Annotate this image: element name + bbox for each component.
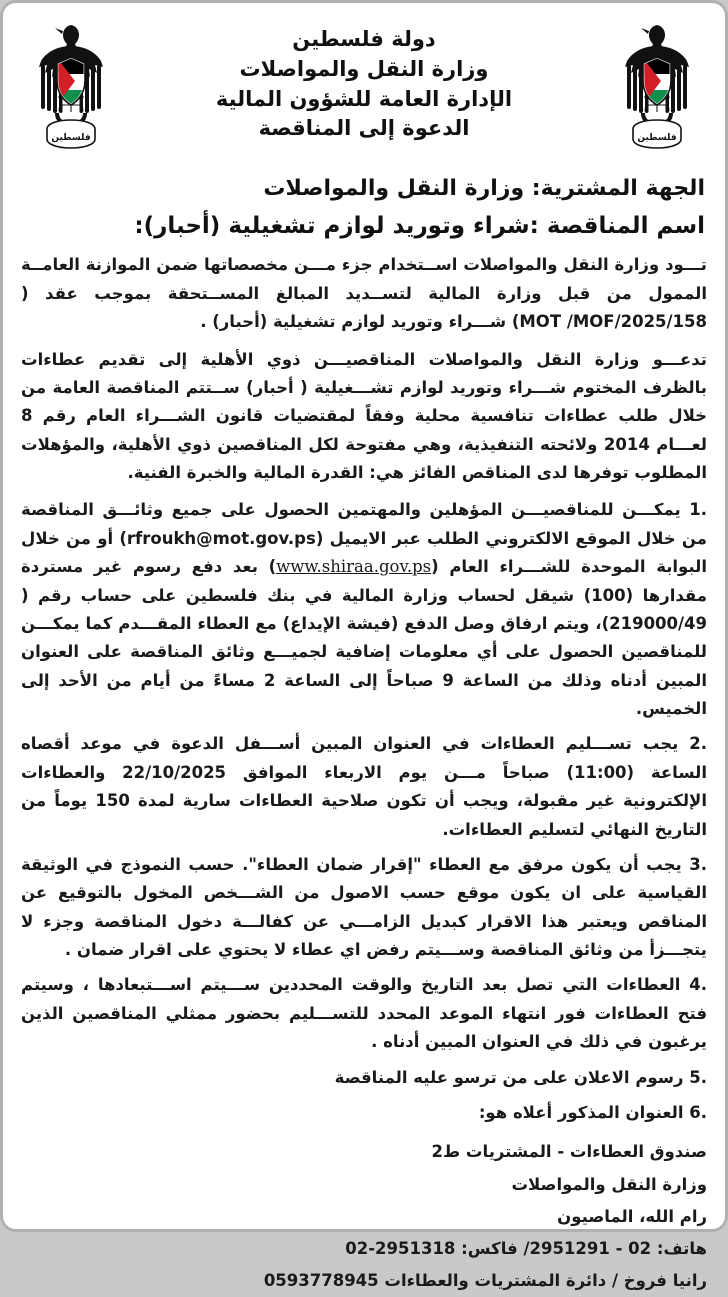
list-item-6-text: العنوان المذكور أعلاه هو:	[478, 1102, 684, 1122]
list-item-1-text-part5: )، ويتم ارفاق وصل الدفع (فيشة الإيداع) مع العطاء المقـــدم كما يمكـــن للمناقصين الحصول على أي معلومات إضافية لجميـــع وثائق المناقصة على العنوان المبين أدناه وذلك من الساعة 9 صباحاً إلى الساعة 2 مساءً من أيام من الأحد إلى الخميس.	[21, 613, 708, 719]
phone-label: هاتف:	[656, 1238, 707, 1258]
address-line-box: صندوق العطاءات - المشتريات ط2	[431, 1142, 707, 1162]
list-item-2-text-part1: يجب تســـليم العطاءات في العنوان المبين أســـفل الدعوة في موعد أقصاه الساعة (	[21, 734, 707, 782]
document-header	[19, 13, 709, 171]
address-block	[21, 1134, 707, 1297]
paragraph-funding	[21, 251, 707, 336]
header-line-ministry: وزارة النقل والمواصلات	[239, 56, 489, 81]
list-item-6-number: 6.	[689, 1102, 707, 1122]
svg-text:فلسطين: فلسطين	[637, 133, 677, 143]
phone-fax-line: هاتف: 2951291 - 02/ فاكس: 02-2951318	[21, 1233, 707, 1265]
bid-validity-days: 150	[95, 791, 130, 811]
list-item-5	[21, 1064, 707, 1092]
header-title-block	[117, 19, 611, 144]
list-item-5-number: 5.	[689, 1067, 707, 1087]
list-item-1-text-part4: ) شيقل لحساب وزارة المالية في بنك فلسطين على حساب رقم (	[21, 585, 592, 605]
palestine-eagle-emblem-right	[611, 19, 703, 159]
submission-deadline-time: 11:00	[574, 762, 627, 782]
palestine-eagle-emblem-left	[25, 19, 117, 159]
list-item-6	[21, 1099, 707, 1127]
list-item-2-number: 2.	[689, 734, 707, 754]
list-item-3	[21, 851, 707, 965]
header-line-department: الإدارة العامة للشؤون المالية	[215, 86, 513, 111]
phone-number: 2951291 - 02	[529, 1238, 652, 1258]
list-item-5-text: رسوم الاعلان على من ترسو عليه المناقصة	[334, 1067, 684, 1087]
list-item-1-number: 1.	[689, 500, 707, 520]
address-line-ministry: وزارة النقل والمواصلات	[511, 1174, 707, 1194]
bank-account-number: 219000/49	[609, 613, 707, 633]
conditions-list	[21, 496, 707, 1127]
submission-deadline-date: 22/10/2025	[122, 762, 227, 782]
contact-person-line: رانيا فروخ / دائرة المشتريات والعطاءات 0593778945	[263, 1271, 707, 1291]
tender-title-block	[19, 171, 709, 241]
paragraph-invitation: تدعـــو وزارة النقل والمواصلات المناقصيـــن ذوي الأهلية إلى تقديم عطاءات بالظرف المختوم شـــراء وتوريد لوازم تشـــغيلية ( أحبار) ســتتم المناقصة العامة من خلال طلب عطاءات تنافسية محلية وفقاً لمقتضيات قانون الشـــراء العام رقم 8 لعـــام 2014 ولائحته التنفيذية، وهي مفتوحة لكل المناقصين ذوي الأهلية، والمؤهلات المطلوب توفرها لدى المناقص الفائز هي: القدرة المالية والخبرة الفنية.	[21, 349, 707, 483]
list-item-2-text-part3: والعطاءات الإلكترونية غير مقبولة، ويجب أن تكون صلاحية العطاءات سارية لمدة	[21, 762, 707, 811]
document-fee-amount: 100	[591, 585, 626, 605]
list-item-3-text: يجب أن يكون مرفق مع العطاء "إقرار ضمان العطاء". حسب النموذج في الوثيقة القياسية على ان يكون موقع حسب الاصول من الشـــخص المخول بالتوقيع عن المناقص ويعتبر هذا الاقرار كبديل الزامـــي عن كفالـــة دخول المناقصة وجزء لا يتجـــزأ من وثائق المناقصة وســـيتم رفض اي عطاء لا يحتوي على اقرار ضمان .	[21, 854, 707, 960]
purchasing-entity-line: الجهة المشترية: وزارة النقل والمواصلات	[263, 176, 705, 201]
address-line-city: رام الله، الماصيون	[557, 1206, 707, 1226]
paragraph-funding-part2: ) شـــراء وتوريد لوازم تشغيلية (أحبار) .	[200, 312, 520, 332]
tender-name-line: اسم المناقصة :شراء وتوريد لوازم تشغيلية (أحبار):	[134, 212, 705, 239]
list-item-4	[21, 971, 707, 1056]
list-item-1-text-part2: ) أو من خلال البوابة الموحدة للشـــراء العام (	[21, 528, 707, 577]
procurement-portal-link[interactable]: www.shiraa.gov.ps	[276, 557, 432, 577]
fax-number: 02-2951318	[345, 1238, 456, 1258]
contact-email: rfroukh@mot.gov.ps	[126, 528, 316, 548]
list-item-4-text: العطاءات التي تصل بعد التاريخ والوقت المحددين ســـيتم اســـتبعادها ، وسيتم فتح العطاءات فور انتهاء الموعد المحدد للتســـليم بحضور ممثلي المناقصين الذين يرغبون في ذلك في العنوان المبين أدناه .	[21, 975, 707, 1052]
list-item-4-number: 4.	[689, 975, 707, 995]
list-item-1	[21, 496, 707, 723]
list-item-1-text-part1: يمكـــن للمناقصيـــن المؤهلين والمهتمين الحصول على جميع وثائـــق المناقصة من خلال الموقع الالكتروني الطلب عبر الايميل (	[21, 500, 707, 548]
list-item-2	[21, 730, 707, 844]
fax-label: فاكس:	[461, 1238, 518, 1258]
header-line-state: دولة فلسطين	[292, 27, 436, 51]
list-item-3-number: 3.	[689, 854, 707, 874]
paragraph-funding-part1: تـــود وزارة النقل والمواصلات اســتخدام جزء مـــن مخصصاتها ضمن الموازنة العامــة الممول من قبل وزارة المالية لتســديد المبالغ المســتحقة بموجب عقد (	[21, 255, 707, 303]
list-item-2-text-part2: ) صباحاً مـــن يوم الاربعاء الموافق	[226, 762, 575, 782]
list-item-1-text-part3: ) بعد دفع رسوم غير مستردة مقدارها (	[21, 557, 707, 605]
contract-number: MOT /MOF/2025/158	[519, 312, 707, 332]
header-line-invitation: الدعوة إلى المناقصة	[258, 116, 470, 141]
svg-text:فلسطين: فلسطين	[51, 133, 91, 143]
document-body	[19, 251, 709, 1297]
list-item-2-text-part4: يوماً من التاريخ النهائي لتسليم العطاءات.	[21, 791, 707, 839]
